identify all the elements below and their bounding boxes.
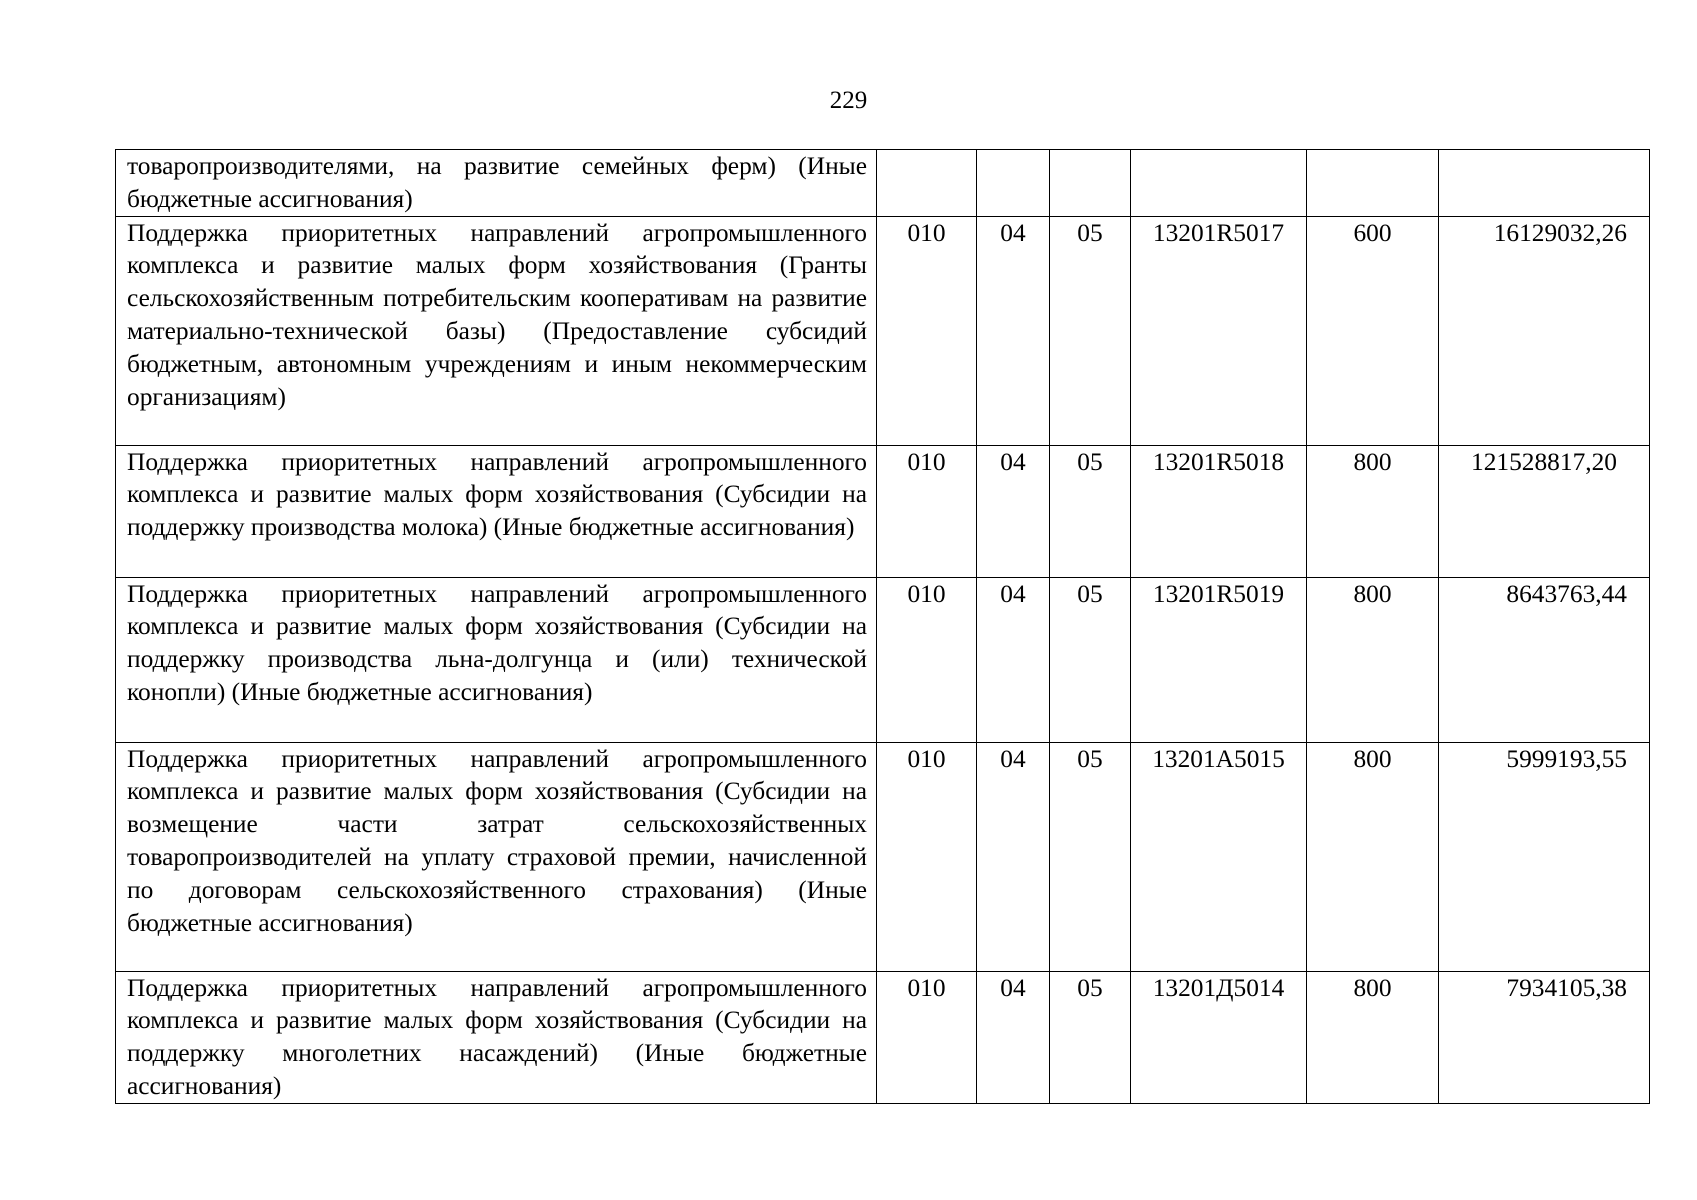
expense-type-code: 800 (1307, 577, 1439, 742)
ministry-code: 010 (877, 577, 977, 742)
expense-description: товаропроизводителями, на развитие семейных ферм) (Иные бюджетные ассигнования) (116, 150, 877, 217)
table-row (116, 150, 1650, 217)
subsection-code: 05 (1050, 577, 1131, 742)
subsection-code: 05 (1050, 742, 1131, 971)
expense-description: Поддержка приоритетных направлений агропромышленного комплекса и развитие малых форм хозяйствования (Субсидии на поддержку производства льна-долгунца и (или) технической конопли) (Иные бюджетные ассигнования) (116, 577, 877, 742)
target-article-code: 13201R5018 (1131, 445, 1307, 577)
target-article-code: 13201R5019 (1131, 577, 1307, 742)
subsection-code: 05 (1050, 445, 1131, 577)
table-row (116, 445, 1650, 577)
section-code: 04 (977, 577, 1050, 742)
expense-type-code (1307, 150, 1439, 217)
target-article-code (1131, 150, 1307, 217)
amount: 16129032,26 (1439, 216, 1650, 445)
section-code (977, 150, 1050, 217)
section-code: 04 (977, 445, 1050, 577)
section-code: 04 (977, 216, 1050, 445)
amount: 121528817,20 (1439, 445, 1650, 577)
target-article-code: 13201Д5014 (1131, 971, 1307, 1103)
amount: 5999193,55 (1439, 742, 1650, 971)
subsection-code (1050, 150, 1131, 217)
target-article-code: 13201А5015 (1131, 742, 1307, 971)
expense-type-code: 600 (1307, 216, 1439, 445)
ministry-code: 010 (877, 216, 977, 445)
section-code: 04 (977, 971, 1050, 1103)
budget-table (115, 149, 1650, 1104)
section-code: 04 (977, 742, 1050, 971)
ministry-code (877, 150, 977, 217)
page-number: 229 (829, 87, 868, 114)
ministry-code: 010 (877, 971, 977, 1103)
ministry-code: 010 (877, 742, 977, 971)
expense-description: Поддержка приоритетных направлений агропромышленного комплекса и развитие малых форм хозяйствования (Субсидии на поддержку многолетних насаждений) (Иные бюджетные ассигнования) (116, 971, 877, 1103)
expense-description: Поддержка приоритетных направлений агропромышленного комплекса и развитие малых форм хозяйствования (Гранты сельскохозяйственным потребительским кооперативам на развитие материально-технической базы) (Предоставление субсидий бюджетным, автономным учреждениям и иным некоммерческим организациям) (116, 216, 877, 445)
table-row (116, 971, 1650, 1103)
amount (1439, 150, 1650, 217)
amount: 8643763,44 (1439, 577, 1650, 742)
expense-type-code: 800 (1307, 445, 1439, 577)
expense-description: Поддержка приоритетных направлений агропромышленного комплекса и развитие малых форм хозяйствования (Субсидии на возмещение части затрат сельскохозяйственных товаропроизводителей на уплату страховой премии, начисленной по договорам сельскохозяйственного страхования) (Иные бюджетные ассигнования) (116, 742, 877, 971)
amount: 7934105,38 (1439, 971, 1650, 1103)
target-article-code: 13201R5017 (1131, 216, 1307, 445)
table-row (116, 742, 1650, 971)
expense-description: Поддержка приоритетных направлений агропромышленного комплекса и развитие малых форм хозяйствования (Субсидии на поддержку производства молока) (Иные бюджетные ассигнования) (116, 445, 877, 577)
subsection-code: 05 (1050, 216, 1131, 445)
table-row (116, 216, 1650, 445)
table-row (116, 577, 1650, 742)
expense-type-code: 800 (1307, 742, 1439, 971)
subsection-code: 05 (1050, 971, 1131, 1103)
expense-type-code: 800 (1307, 971, 1439, 1103)
ministry-code: 010 (877, 445, 977, 577)
